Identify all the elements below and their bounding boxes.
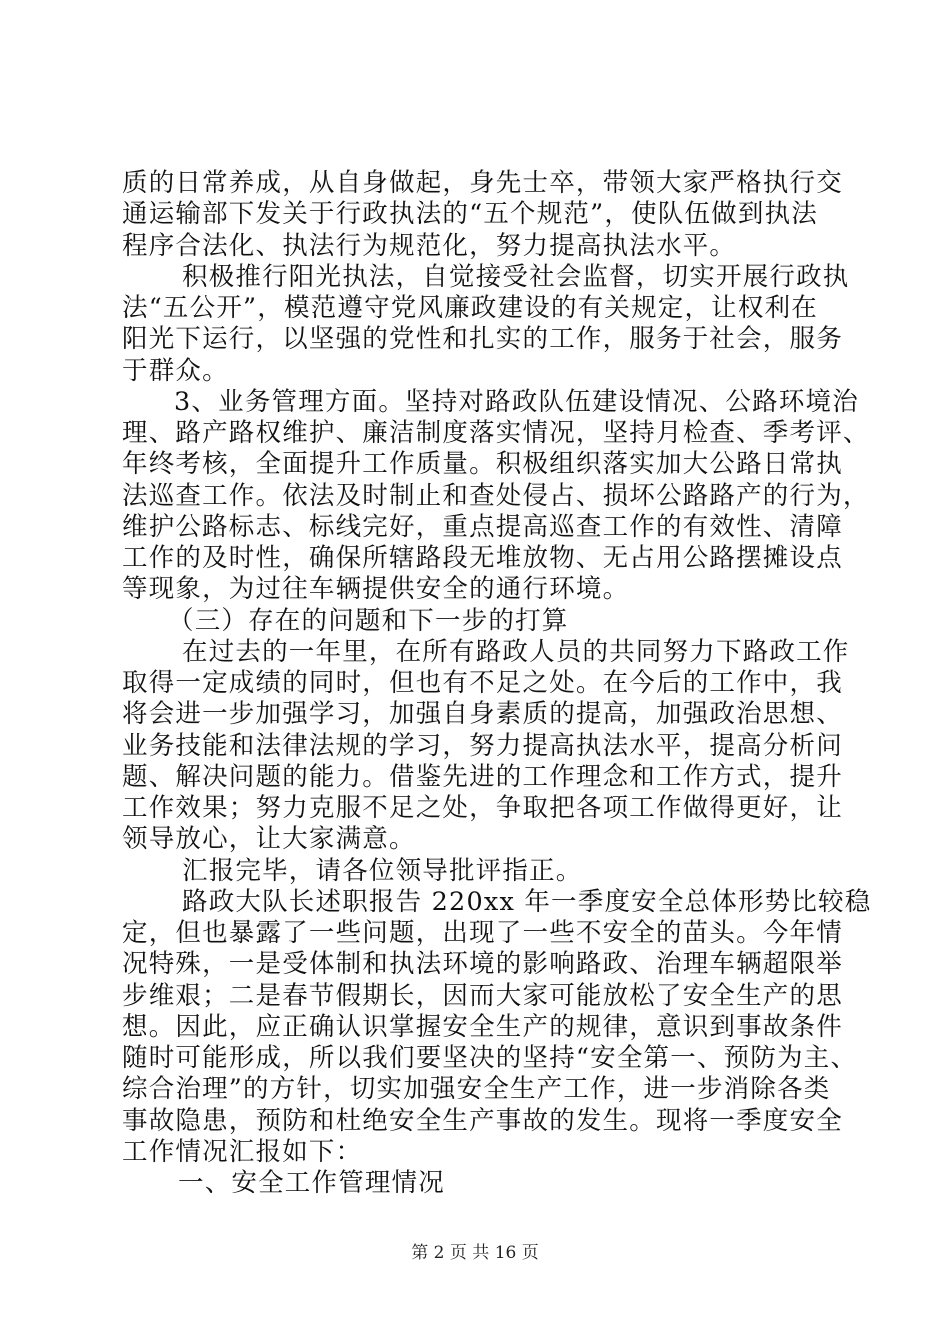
text-line: 工作效果；努力克服不足之处，争取把各项工作做得更好，让 <box>122 793 843 823</box>
text-line: 领导放心，让大家满意。 <box>122 824 416 855</box>
text-line: 况特殊，一是受体制和执法环境的影响路政、治理车辆超限举 <box>122 949 843 980</box>
text-line: 随时可能形成，所以我们要坚决的坚持“安全第一、预防为主、 <box>122 1043 858 1073</box>
text-line: 工作的及时性，确保所辖路段无堆放物、无占用公路摆摊设点 <box>122 543 843 573</box>
text-line: 于群众。 <box>122 355 229 386</box>
text-line: 事故隐患，预防和杜绝安全生产事故的发生。现将一季度安全 <box>122 1105 843 1136</box>
paragraph-first-line: 积极推行阳光执法，自觉接受社会监督，切实开展行政执 <box>182 261 850 292</box>
text-line: 综合治理”的方针，切实加强安全生产工作，进一步消除各类 <box>122 1074 831 1105</box>
text-line: 法“五公开”，模范遵守党风廉政建设的有关规定，让权利在 <box>122 293 818 323</box>
paragraph-first-line: 在过去的一年里，在所有路政人员的共同努力下路政工作 <box>182 636 850 667</box>
page-number-footer: 第 2 页 共 16 页 <box>411 1243 539 1263</box>
text-line: 等现象，为过往车辆提供安全的通行环境。 <box>122 574 630 605</box>
paragraph-first-line: 路政大队长述职报告 220xx 年一季度安全总体形势比较稳 <box>182 886 872 917</box>
text-line: 取得一定成绩的同时，但也有不足之处。在今后的工作中，我 <box>122 668 843 698</box>
text-line: 阳光下运行，以坚强的党性和扎实的工作，服务于社会，服务 <box>122 324 843 355</box>
text-line: 题、解决问题的能力。借鉴先进的工作理念和工作方式，提升 <box>122 761 843 792</box>
text-line: 通运输部下发关于行政执法的“五个规范”，使队伍做到执法 <box>122 199 818 230</box>
text-line: 步维艰；二是春节假期长，因而大家可能放松了安全生产的思 <box>122 980 843 1011</box>
paragraph-first-line: 3、业务管理方面。坚持对路政队伍建设情况、公路环境治 <box>174 386 859 417</box>
text-line: 法巡查工作。依法及时制止和查处侵占、损坏公路路产的行为， <box>122 480 870 511</box>
text-line: 业务技能和法律法规的学习，努力提高执法水平，提高分析问 <box>122 730 843 761</box>
section-heading: 一、安全工作管理情况 <box>178 1168 446 1198</box>
section-heading: （三）存在的问题和下一步的打算 <box>168 605 569 636</box>
text-line: 将会进一步加强学习，加强自身素质的提高，加强政治思想、 <box>122 699 843 730</box>
text-line: 想。因此，应正确认识掌握安全生产的规律，意识到事故条件 <box>122 1011 843 1042</box>
paragraph-first-line: 汇报完毕，请各位领导批评指正。 <box>182 855 583 886</box>
text-line: 维护公路标志、标线完好，重点提高巡查工作的有效性、清障 <box>122 511 843 542</box>
text-line: 定，但也暴露了一些问题，出现了一些不安全的苗头。今年情 <box>122 918 843 948</box>
text-line: 理、路产路权维护、廉洁制度落实情况，坚持月检查、季考评、 <box>122 418 870 448</box>
text-line: 工作情况汇报如下： <box>122 1136 363 1167</box>
text-line: 程序合法化、执法行为规范化，努力提高执法水平。 <box>122 230 737 261</box>
text-line: 年终考核，全面提升工作质量。积极组织落实加大公路日常执 <box>122 449 843 480</box>
text-line: 质的日常养成，从自身做起，身先士卒，带领大家严格执行交 <box>122 168 843 198</box>
